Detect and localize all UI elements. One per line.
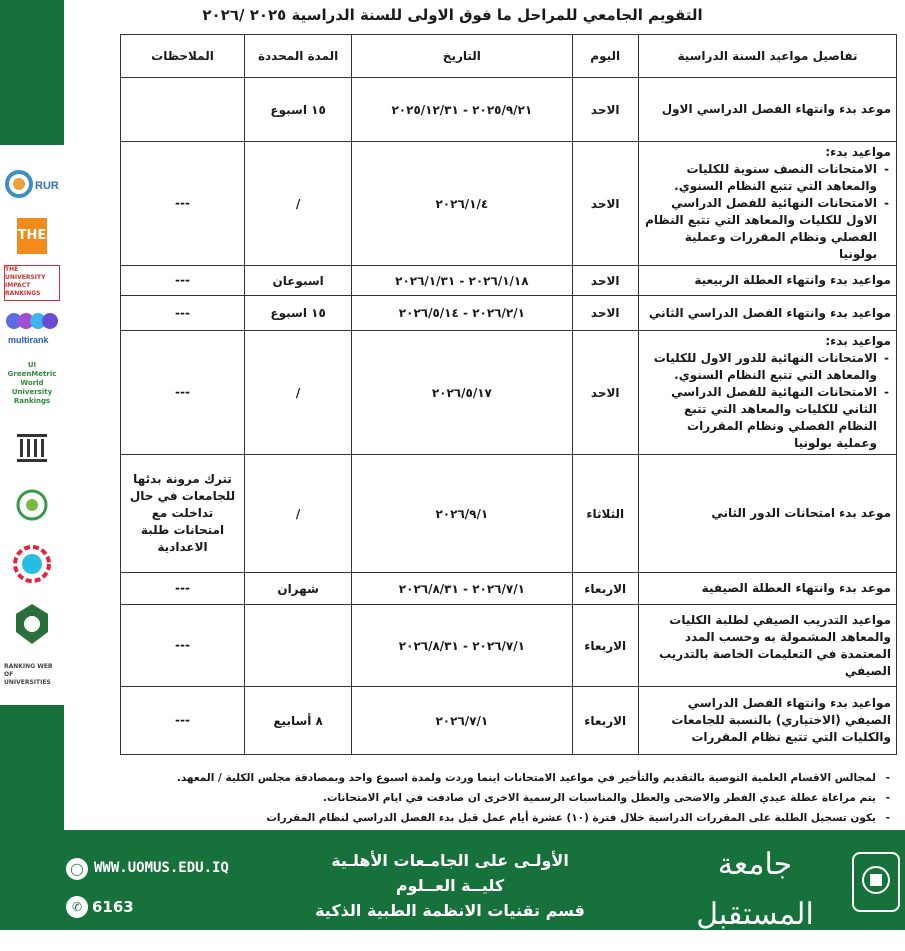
arab-federation-logo [4, 600, 60, 648]
row-date: ٢٠٢٦/٢/١ - ٢٠٢٦/٥/١٤ [352, 296, 572, 331]
rur-logo [4, 165, 60, 203]
row-duration: ١٥ اسبوع [245, 78, 352, 142]
row-duration: / [245, 142, 352, 266]
row-duration: اسبوعان [245, 266, 352, 296]
row-details [638, 142, 896, 266]
table-row [121, 78, 897, 142]
row-details: موعد بدء امتحانات الدور الثاني [638, 455, 896, 573]
the-logo: THE [4, 217, 60, 255]
globe-icon: ◯ [66, 858, 88, 880]
svg-text:RUR: RUR [35, 180, 59, 192]
header-notes: الملاحظات [121, 35, 245, 78]
svg-text:multirank: multirank [8, 335, 49, 345]
footer-line-3: قسم تقنيات الانظمة الطبية الذكية [315, 901, 585, 920]
row-day: الاحد [572, 296, 638, 331]
row-day: الاربعاء [572, 687, 638, 755]
table-row [121, 296, 897, 331]
header-details: تفاصيل مواعيد السنة الدراسية [638, 35, 896, 78]
row-notes: --- [121, 142, 245, 266]
footer-line-1: الأولـى على الجامـعات الأهلـية [331, 851, 569, 870]
row-duration: شهران [245, 573, 352, 605]
row-notes: --- [121, 605, 245, 687]
footer-college-info [290, 848, 610, 923]
row-notes: تترك مرونة بدئها للجامعات في حال تداخلت مع امتحانات طلبة الاعدادية [121, 455, 245, 573]
brand-arabic: جامعة المستقبل [696, 847, 814, 932]
the-impact-logo: THE UNIVERSITY IMPACT RANKINGS [4, 265, 60, 301]
document-title: التقويم الجامعي للمراحل ما فوق الاولى للسنة الدراسية ٢٠٢٥ /٢٠٢٦ [202, 6, 703, 24]
sdg-logo [4, 543, 60, 585]
row-notes: --- [121, 331, 245, 455]
list-item: - الامتحانات النهائية للدور الاول للكليات والمعاهد التي تتبع النظام السنوي. [644, 350, 877, 384]
row-day: الاربعاء [572, 573, 638, 605]
phone-icon: ✆ [66, 896, 88, 918]
row-details-heading: مواعيد بدء: [825, 334, 891, 348]
row-date: ٢٠٢٦/٥/١٧ [352, 331, 572, 455]
row-date: ٢٠٢٥/٩/٢١ - ٢٠٢٥/١٢/٣١ [352, 78, 572, 142]
row-duration: ٨ أسابيع [245, 687, 352, 755]
ui-greenmetric-logo: UI GreenMetric World University Rankings [7, 361, 57, 405]
table-row [121, 142, 897, 266]
table-row [121, 266, 897, 296]
website-link[interactable]: WWW.UOMUS.EDU.IQ [94, 860, 229, 876]
row-notes: --- [121, 266, 245, 296]
table-row [121, 455, 897, 573]
row-day: الاحد [572, 331, 638, 455]
row-details: مواعيد بدء وانتهاء الفصل الدراسي الصيفي (الاختياري) بالنسبة للجامعات والكليات التي تتبع نظام المقررات [638, 687, 896, 755]
header-date: التاريخ [352, 35, 572, 78]
row-date: ٢٠٢٦/٩/١ [352, 455, 572, 573]
row-notes: --- [121, 296, 245, 331]
row-notes: --- [121, 687, 245, 755]
row-duration: ١٥ اسبوع [245, 296, 352, 331]
row-date: ٢٠٢٦/٧/١ - ٢٠٢٦/٨/٣١ [352, 605, 572, 687]
footnote: - لمجالس الاقسام العلمية التوصية بالتقديم والتأخير في مواعيد الامتحانات اينما وردت ولمدة اسبوع واحد وبمصادقة مجلس الكلية / المعهد. [110, 768, 890, 788]
table-header-row [121, 35, 897, 78]
university-emblem-icon [852, 852, 900, 912]
header-duration: المدة المحددة [245, 35, 352, 78]
row-details: مواعيد التدريب الصيفي لطلبة الكليات والمعاهد المشمولة به وحسب المدد المعتمدة في التعليمات الخاصة بالتدريب الصيفي [638, 605, 896, 687]
row-date: ٢٠٢٦/١/٤ [352, 142, 572, 266]
row-day: الاحد [572, 142, 638, 266]
row-day: الثلاثاء [572, 455, 638, 573]
phone-number: 6163 [92, 898, 134, 916]
table-row [121, 331, 897, 455]
row-duration [245, 605, 352, 687]
page-curve [64, 0, 84, 830]
footer-line-2: كليــة العــلوم [395, 876, 505, 895]
row-details: مواعيد بدء وانتهاء الفصل الدراسي الثاني [638, 296, 896, 331]
list-item: - الامتحانات النهائية للفصل الدراسي الاول للكليات والمعاهد التي تتبع النظام الفصلي ونظام المقررات وعملية بولونيا [644, 195, 877, 263]
footnote: - يتم مراعاة عطلة عيدي الفطر والاضحى والعطل والمناسبات الرسمية الاخرى ان صادفت في ايام الامتحانات. [110, 788, 890, 808]
row-duration: / [245, 331, 352, 455]
row-details: مواعيد بدء وانتهاء العطلة الربيعية [638, 266, 896, 296]
table-row [121, 687, 897, 755]
row-day: الاحد [572, 78, 638, 142]
columns-logo [4, 427, 60, 467]
footer-banner [0, 830, 905, 951]
row-details: موعد بدء وانتهاء العطلة الصيفية [638, 573, 896, 605]
row-notes [121, 78, 245, 142]
row-day: الاربعاء [572, 605, 638, 687]
row-details-list [644, 161, 891, 263]
table-row [121, 573, 897, 605]
arab-universities-logo [4, 483, 60, 531]
header-day: اليوم [572, 35, 638, 78]
footnote: - يكون تسجيل الطلبة على المقررات الدراسية خلال فترة (١٠) عشرة أيام عمل قبل بدء الفصل الدراسي لنظام المقررات [110, 808, 890, 828]
brand-english: AL-MUSTAQBAL UNIVERSITY [669, 940, 840, 951]
row-day: الاحد [572, 266, 638, 296]
row-details: موعد بدء وانتهاء الفصل الدراسي الاول [638, 78, 896, 142]
calendar-table [120, 34, 897, 755]
footnotes [110, 768, 890, 828]
list-item: - الامتحانات النصف سنوية للكليات والمعاهد التي تتبع النظام السنوي. [644, 161, 877, 195]
row-date: ٢٠٢٦/٧/١ [352, 687, 572, 755]
row-notes: --- [121, 573, 245, 605]
table-row [121, 605, 897, 687]
multirank-logo [4, 307, 60, 347]
ranking-web-logo: RANKING WEB OF UNIVERSITIES [4, 663, 53, 686]
row-details [638, 331, 896, 455]
row-details-heading: مواعيد بدء: [825, 145, 891, 159]
university-brand [660, 840, 850, 951]
row-date: ٢٠٢٦/١/١٨ - ٢٠٢٦/١/٣١ [352, 266, 572, 296]
row-details-list [644, 350, 891, 452]
row-date: ٢٠٢٦/٧/١ - ٢٠٢٦/٨/٣١ [352, 573, 572, 605]
list-item: - الامتحانات النهائية للفصل الدراسي الثاني للكليات والمعاهد التي تتبع النظام الفصلي ونظام المقررات وعملية بولونيا [644, 384, 877, 452]
ranking-logos-strip [0, 145, 64, 705]
row-duration: / [245, 455, 352, 573]
